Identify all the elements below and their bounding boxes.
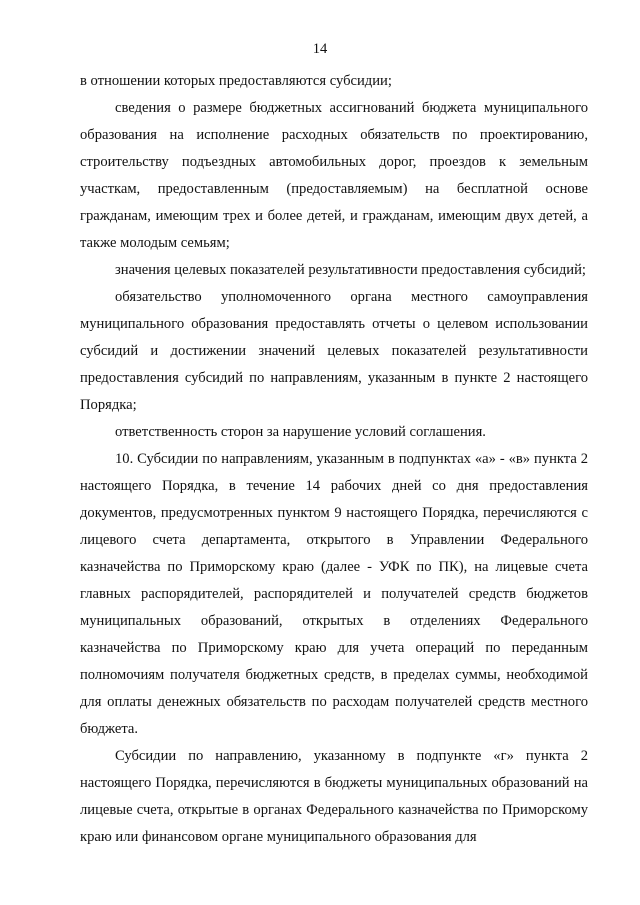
paragraph-subsidy-g: Субсидии по направлению, указанному в подпункте «г» пункта 2 настоящего Порядка, перечисляются в бюджеты муниципальных образований на лицевые счета, открытые в органах Федерального казначейства по Приморскому краю или финансовом органе муниципального образования для — [80, 748, 588, 845]
document-body — [80, 68, 588, 851]
paragraph-item-10: 10. Субсидии по направлениям, указанным в подпунктах «а» - «в» пункта 2 настоящего Порядка, в течение 14 рабочих дней со дня предоставления документов, предусмотренных пунктом 9 настоящего Порядка, перечисляются с лицевого счета департамента, открытого в Управлении Федерального казначейства по Приморскому краю (далее - УФК по ПК), на лицевые счета главных распорядителей, распорядителей и получателей средств бюджетов муниципальных образований, открытых в отделениях Федерального казначейства по Приморскому краю для учета операций по переданным полномочиям получателя бюджетных средств, в пределах суммы, необходимой для оплаты денежных обязательств по расходам получателей средств местного бюджета. — [80, 451, 588, 737]
paragraph-target-indicators: значения целевых показателей результативности предоставления субсидий; — [115, 262, 586, 278]
paragraph-continuation: в отношении которых предоставляются субсидии; — [80, 73, 392, 89]
page-number: 14 — [312, 41, 328, 57]
paragraph-reporting-obligation: обязательство уполномоченного органа местного самоуправления муниципального образования предоставлять отчеты о целевом использовании субсидий и достижении значений целевых показателей результативности предоставления субсидий по направлениям, указанным в пункте 2 настоящего Порядка; — [80, 289, 588, 413]
paragraph-responsibility: ответственность сторон за нарушение условий соглашения. — [115, 424, 486, 440]
paragraph-budget-info: сведения о размере бюджетных ассигнований бюджета муниципального образования на исполнение расходных обязательств по проектированию, строительству подъездных автомобильных дорог, проездов к земельным участкам, предоставленным (предоставляемым) на бесплатной основе гражданам, имеющим трех и более детей, и гражданам, имеющим двух детей, а также молодым семьям; — [80, 100, 588, 251]
